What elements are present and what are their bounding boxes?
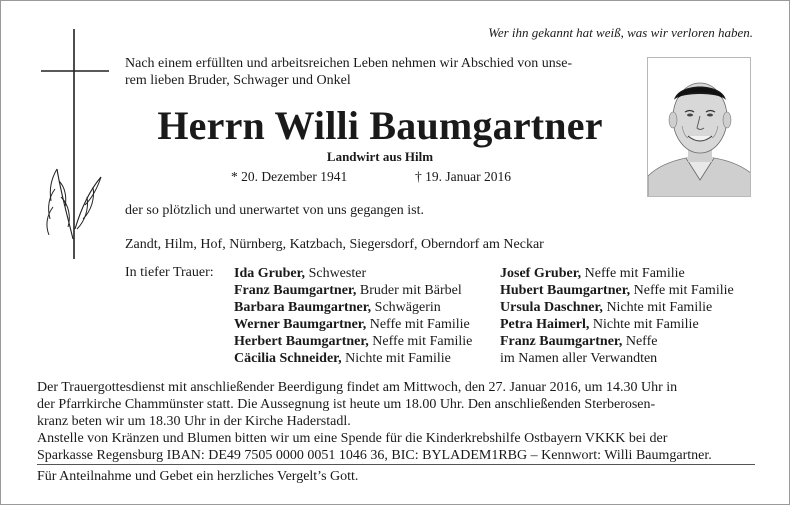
mourner-row [500, 299, 734, 316]
death-date: † 19. Januar 2016 [415, 169, 511, 184]
mourners-column-left [234, 265, 472, 367]
mourner-row [500, 265, 734, 282]
mourner-relation: im Namen aller Verwandten [500, 351, 658, 366]
intro-line: rem lieben Bruder, Schwager und Onkel [125, 73, 351, 88]
mourner-relation: Neffe mit Familie [581, 266, 685, 281]
mourner-name: Werner Baumgartner, [234, 317, 367, 332]
portrait-illustration [648, 58, 751, 197]
service-line: Anstelle von Kränzen und Blumen bitten wir um eine Spende für die Kinderkrebshilfe Ostbayern VKKK bei der [37, 431, 668, 446]
service-info [37, 379, 755, 464]
mourner-row [234, 316, 472, 333]
mourner-name: Franz Baumgartner, [500, 334, 623, 349]
mourner-name: Barbara Baumgartner, [234, 300, 372, 315]
mourner-name: Ida Gruber, [234, 266, 306, 281]
mourner-name: Josef Gruber, [500, 266, 582, 281]
deceased-name: Herrn Willi Baumgartner [157, 103, 603, 148]
mourner-row [234, 350, 472, 367]
mourner-row [500, 350, 734, 367]
portrait-photo [647, 57, 751, 197]
cross-with-wheat-icon [41, 29, 111, 259]
mourner-relation: Neffe [622, 334, 658, 349]
mourner-relation: Neffe mit Familie [630, 283, 734, 298]
mourner-relation: Nichte mit Familie [341, 351, 451, 366]
birth-date: * 20. Dezember 1941 [231, 169, 348, 184]
service-line: Der Trauergottesdienst mit anschließender Beerdigung findet am Mittwoch, den 27. Januar 2016, um 14.30 Uhr in [37, 380, 678, 395]
service-line: kranz beten wir um 18.30 Uhr in der Kirche Haderstadl. [37, 414, 351, 429]
mourner-relation: Schwägerin [371, 300, 441, 315]
mourner-name: Petra Haimerl, [500, 317, 590, 332]
mourner-name: Ursula Daschner, [500, 300, 603, 315]
mourner-row [234, 282, 472, 299]
divider [37, 464, 755, 465]
mourner-relation: Neffe mit Familie [368, 334, 473, 349]
intro-line: Nach einem erfüllten und arbeitsreichen Leben nehmen wir Abschied von unse- [125, 56, 573, 71]
mourner-row [500, 282, 734, 299]
mourners-column-right [500, 265, 734, 367]
mourner-name: Franz Baumgartner, [234, 283, 357, 298]
mourning-label: In tiefer Trauer: [125, 265, 214, 280]
occupation: Landwirt aus Hilm [326, 149, 434, 164]
service-line: der Pfarrkirche Chammünster statt. Die Aussegnung ist heute um 18.00 Uhr. Den anschließenden Sterberosen- [37, 397, 656, 412]
places-list: Zandt, Hilm, Hof, Nürnberg, Katzbach, Siegersdorf, Oberndorf am Neckar [125, 237, 544, 252]
intro-text [125, 55, 635, 89]
mourner-name: Herbert Baumgartner, [234, 334, 369, 349]
mourner-relation: Schwester [305, 266, 367, 281]
mourner-relation: Nichte mit Familie [589, 317, 699, 332]
mourner-row [234, 265, 472, 282]
mourner-row [500, 316, 734, 333]
mourner-relation: Bruder mit Bärbel [356, 283, 462, 298]
mourner-row [500, 333, 734, 350]
mourner-relation: Neffe mit Familie [366, 317, 470, 332]
mourner-name: Cäcilia Schneider, [234, 351, 342, 366]
motto: Wer ihn gekannt hat weiß, was wir verloren haben. [488, 25, 753, 40]
mourner-row [234, 333, 472, 350]
mourner-name: Hubert Baumgartner, [500, 283, 631, 298]
service-line: Sparkasse Regensburg IBAN: DE49 7505 0000 0051 1046 36, BIC: BYLADEM1RBG – Kennwort: Willi Baumgartner. [37, 448, 712, 463]
closing-text: Für Anteilnahme und Gebet ein herzliches Vergelt’s Gott. [37, 469, 359, 484]
mourner-row [234, 299, 472, 316]
passing-text: der so plötzlich und unerwartet von uns gegangen ist. [125, 203, 424, 218]
mourner-relation: Nichte mit Familie [602, 300, 713, 315]
